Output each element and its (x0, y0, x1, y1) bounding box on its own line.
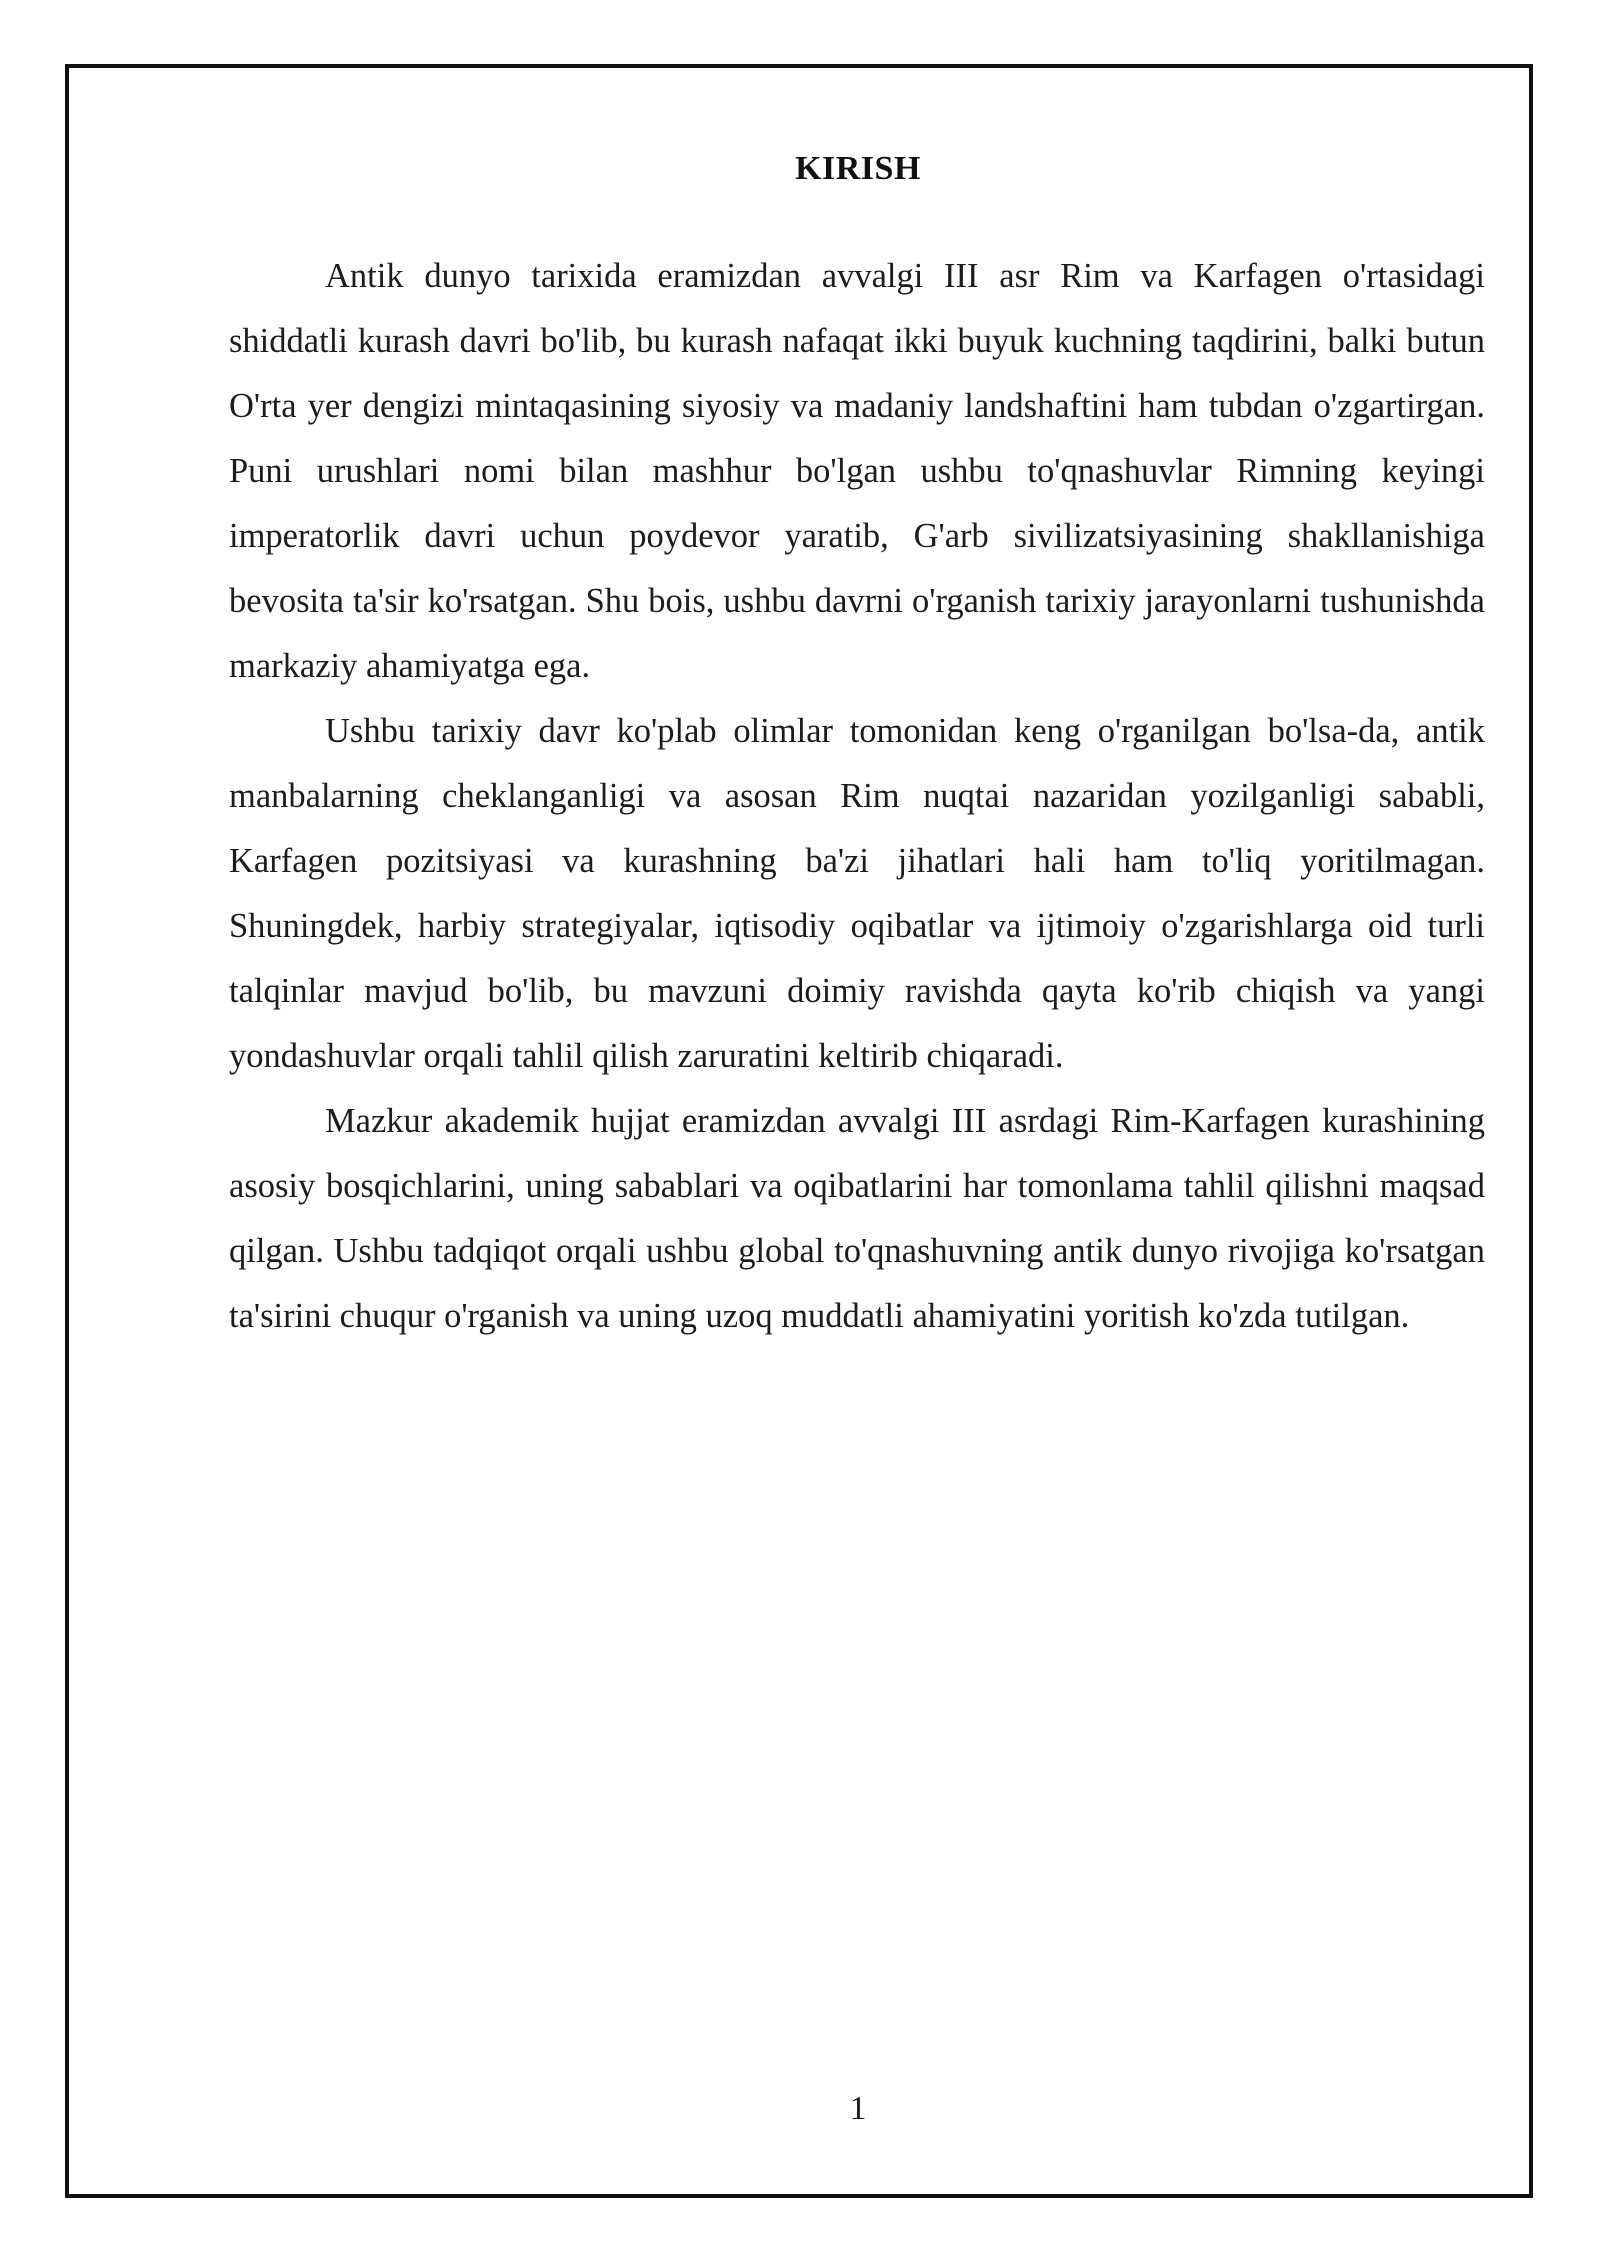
body-text (229, 244, 1485, 1349)
paragraph-1: Antik dunyo tarixida eramizdan avvalgi III asr Rim va Karfagen o'rtasidagi shiddatli kurash davri bo'lib, bu kurash nafaqat ikki buyuk kuchning taqdirini, balki butun O'rta yer dengizi mintaqasining siyosiy va madaniy landshaftini ham tubdan o'zgartirgan. Puni urushlari nomi bilan mashhur bo'lgan ushbu to'qnashuvlar Rimning keyingi imperatorlik davri uchun poydevor yaratib, G'arb sivilizatsiyasining shakllanishiga bevosita ta'sir ko'rsatgan. Shu bois, ushbu davrni o'rganish tarixiy jarayonlarni tushunishda markaziy ahamiyatga ega. (229, 257, 1485, 685)
page-number: 1 (849, 2090, 867, 2127)
page-title: KIRISH (795, 150, 921, 187)
paragraph-2: Ushbu tarixiy davr ko'plab olimlar tomonidan keng o'rganilgan bo'lsa-da, antik manbalarning cheklanganligi va asosan Rim nuqtai nazaridan yozilganligi sababli, Karfagen pozitsiyasi va kurashning ba'zi jihatlari hali ham to'liq yoritilmagan. Shuningdek, harbiy strategiyalar, iqtisodiy oqibatlar va ijtimoiy o'zgarishlarga oid turli talqinlar mavjud bo'lib, bu mavzuni doimiy ravishda qayta ko'rib chiqish va yangi yondashuvlar orqali tahlil qilish zaruratini keltirib chiqaradi. (229, 712, 1485, 1075)
paragraph-3: Mazkur akademik hujjat eramizdan avvalgi III asrdagi Rim-Karfagen kurashining asosiy bosqichlarini, uning sabablari va oqibatlarini har tomonlama tahlil qilishni maqsad qilgan. Ushbu tadqiqot orqali ushbu global to'qnashuvning antik dunyo rivojiga ko'rsatgan ta'sirini chuqur o'rganish va uning uzoq muddatli ahamiyatini yoritish ko'zda tutilgan. (229, 1102, 1485, 1335)
